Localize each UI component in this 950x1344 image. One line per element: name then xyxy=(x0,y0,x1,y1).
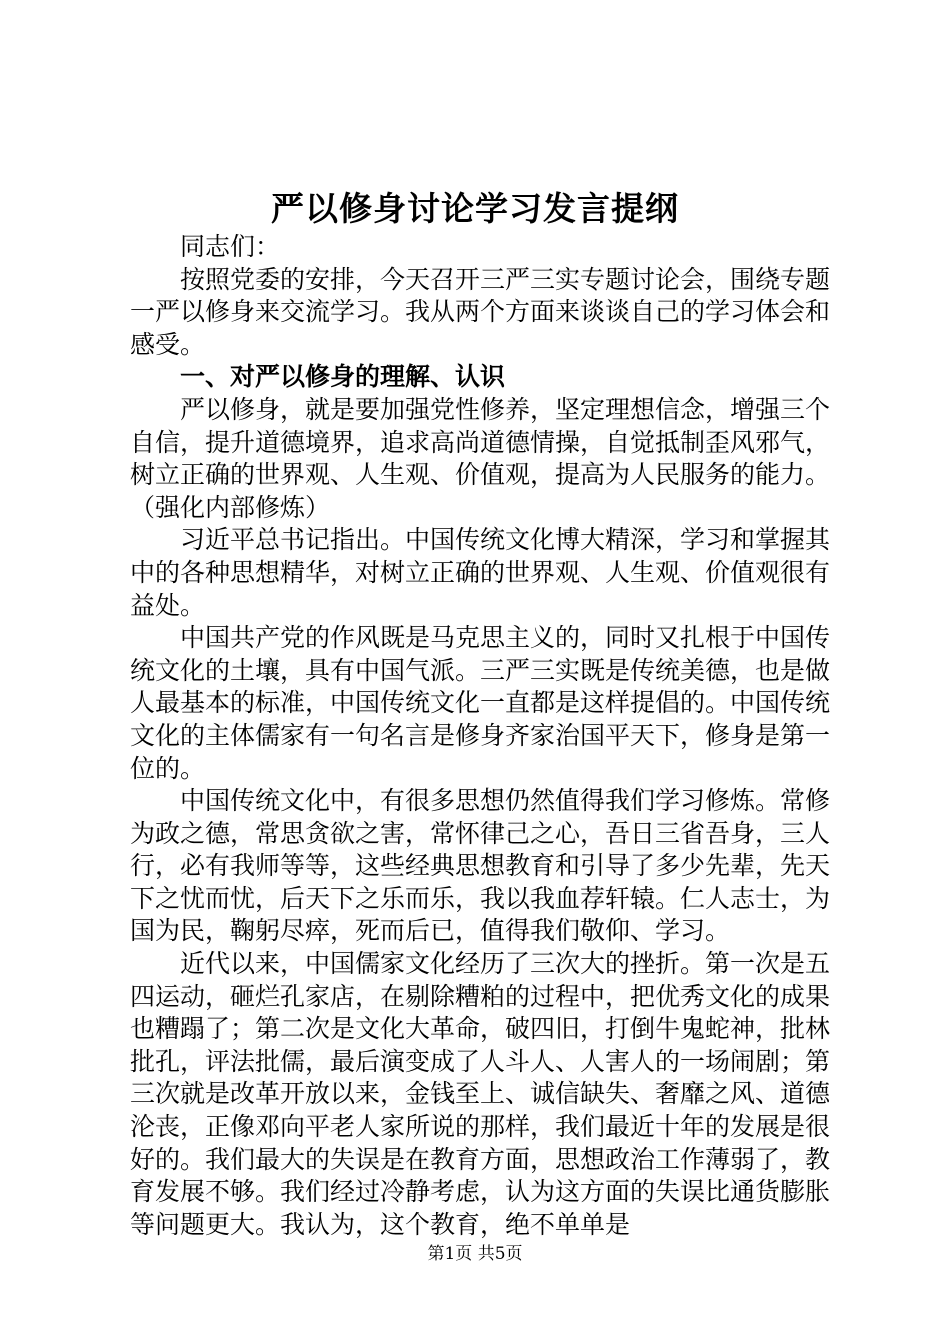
body-paragraph: 严以修身，就是要加强党性修养，坚定理想信念，增强三个自信，提升道德境界，追求高尚道德情操，自觉抵制歪风邪气，树立正确的世界观、人生观、价值观，提高为人民服务的能力。（强化内部修炼） xyxy=(130,394,831,522)
document-body xyxy=(130,231,830,1241)
body-paragraph: 中国共产党的作风既是马克思主义的，同时又扎根于中国传统文化的土壤，具有中国气派。三严三实既是传统美德，也是做人最基本的标准，中国传统文化一直都是这样提倡的。中国传统文化的主体儒家有一句名言是修身齐家治国平天下，修身是第一位的。 xyxy=(130,623,831,783)
body-paragraph: 中国传统文化中，有很多思想仍然值得我们学习修炼。常修为政之德，常思贪欲之害，常怀律己之心，吾日三省吾身，三人行，必有我师等等，这些经典思想教育和引导了多少先辈，先天下之忧而忧，后天下之乐而乐，我以我血荐轩辕。仁人志士，为国为民，鞠躬尽瘁，死而后已，值得我们敬仰、学习。 xyxy=(130,786,831,946)
page-number-footer: 第1页 共5页 xyxy=(427,1244,523,1264)
salutation: 同志们： xyxy=(180,232,281,261)
body-paragraph: 习近平总书记指出。中国传统文化博大精深，学习和掌握其中的各种思想精华，对树立正确的世界观、人生观、价值观很有益处。 xyxy=(130,525,831,620)
document-title: 严以修身讨论学习发言提纲 xyxy=(271,189,679,228)
intro-paragraph: 按照党委的安排，今天召开三严三实专题讨论会，围绕专题一严以修身来交流学习。我从两个方面来谈谈自己的学习体会和感受。 xyxy=(130,264,831,359)
section-heading: 一、对严以修身的理解、认识 xyxy=(180,362,506,392)
body-paragraph: 近代以来，中国儒家文化经历了三次大的挫折。第一次是五四运动，砸烂孔家店，在剔除糟粕的过程中，把优秀文化的成果也糟蹋了；第二次是文化大革命，破四旧，打倒牛鬼蛇神，批林批孔，评法批儒，最后演变成了人斗人、人害人的一场闹剧；第三次就是改革开放以来，金钱至上、诚信缺失、奢靡之风、道德沦丧，正像邓向平老人家所说的那样，我们最近十年的发展是很好的。我们最大的失误是在教育方面，思想政治工作薄弱了，教育发展不够。我们经过冷静考虑，认为这方面的失误比通货膨胀等问题更大。我认为，这个教育，绝不单单是 xyxy=(130,949,831,1239)
